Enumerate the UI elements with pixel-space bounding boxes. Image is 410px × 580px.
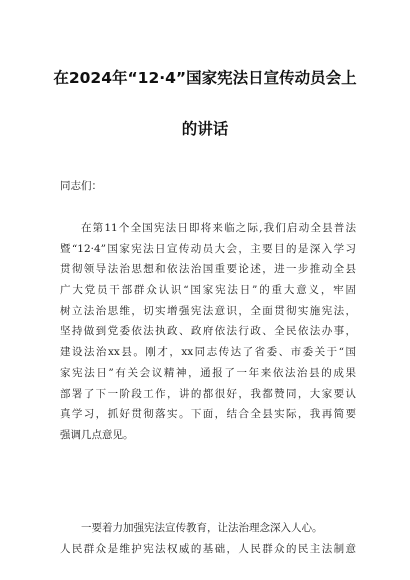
paragraph-line: 暨“12·4”国家宪法日宣传动员大会，主要目的是深入学习 xyxy=(60,242,356,255)
paragraph-line: 真学习，抓好贯彻落实。下面，结合全县实际，我再简要 xyxy=(60,408,356,421)
paragraph-line: 贯彻领导法治思想和依法治国重要论述，进一步推动全县 xyxy=(60,263,356,276)
paragraph-line: 广大党员干部群众认识“国家宪法日”的重大意义，牢固 xyxy=(60,284,356,297)
paragraph-line: 家宪法日”有关会议精神，通报了一年来依法治县的成果 xyxy=(60,366,356,379)
paragraph-line: 部署了下一阶段工作，讲的都很好，我都赞同，大家要认 xyxy=(60,387,356,400)
paragraph-line: 坚持做到党委依法执政、政府依法行政、全民依法办事， xyxy=(60,325,356,338)
body-paragraph-1 xyxy=(60,218,356,446)
paragraph-line: 人民群众是维护宪法权威的基础，人民群众的民主法制意 xyxy=(60,542,356,555)
paragraph-line: 一要着力加强宪法宣传教育，让法治理念深入人心。 xyxy=(81,522,323,534)
paragraph-line: 在第11个全国宪法日即将来临之际,我们启动全县普法 xyxy=(81,222,356,234)
document-title-line-1: 在2024年“12·4”国家宪法日宣传动员会上 xyxy=(53,69,357,87)
salutation: 同志们： xyxy=(60,180,102,192)
paragraph-line: 树立法治思维，切实增强宪法意识，全面贯彻实施宪法， xyxy=(60,304,356,317)
paragraph-line: 强调几点意见。 xyxy=(60,428,134,441)
body-paragraph-2 xyxy=(60,518,356,559)
document-title-line-2: 的讲话 xyxy=(181,120,229,138)
paragraph-line: 建设法治xx县。刚才，xx同志传达了省委、市委关于“国 xyxy=(60,346,356,359)
